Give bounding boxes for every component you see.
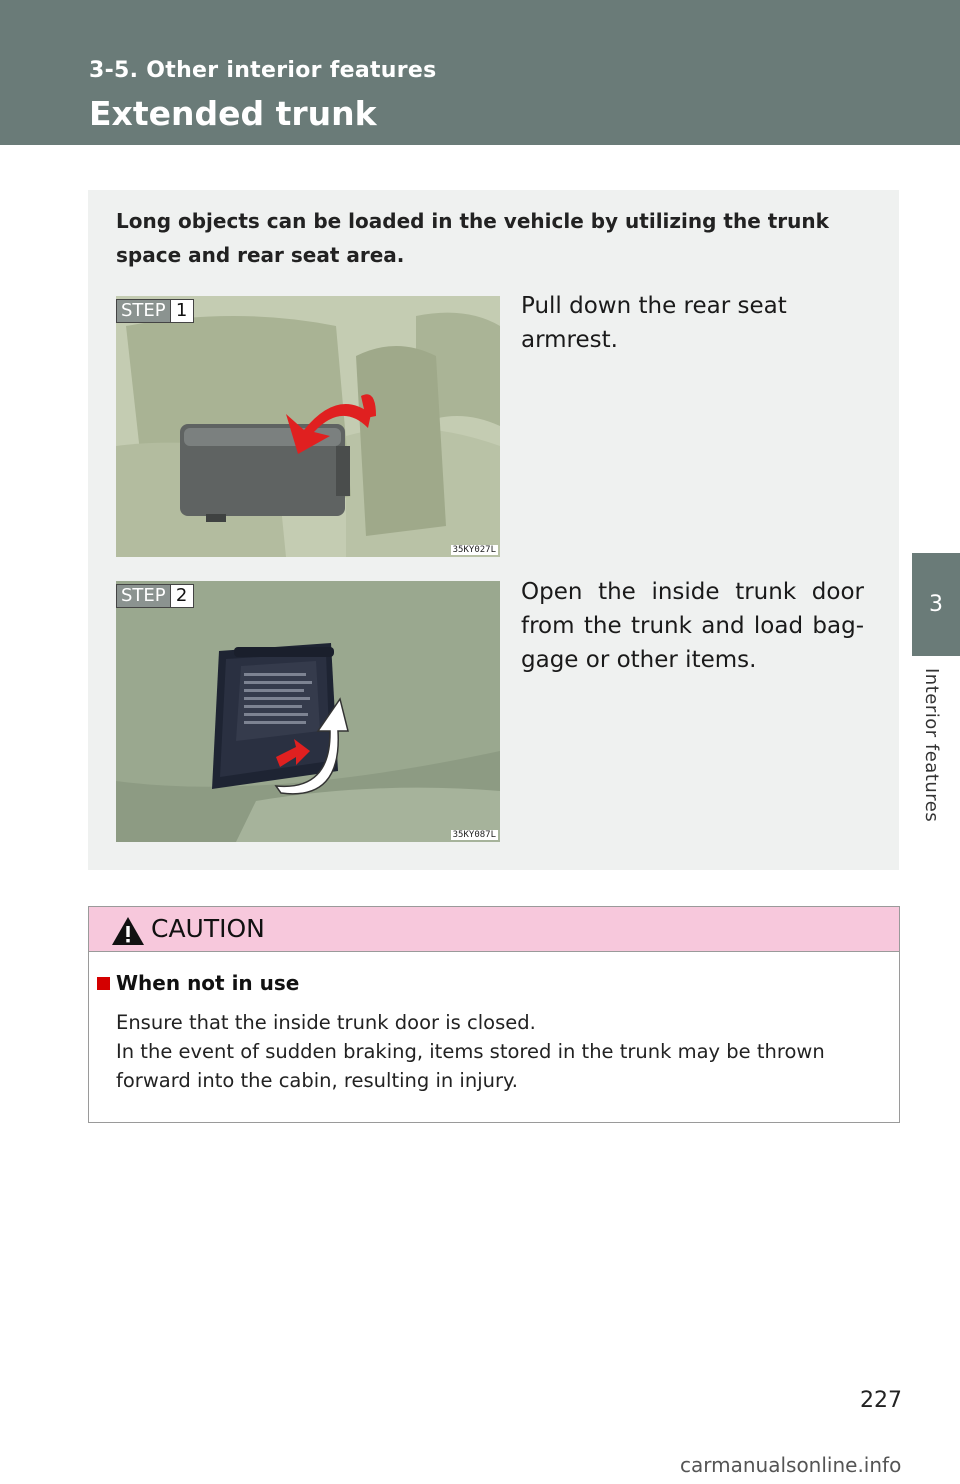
trunk-image: [116, 581, 500, 842]
step-number: 2: [170, 585, 193, 607]
step-number: 1: [170, 300, 193, 322]
page-title: Extended trunk: [89, 94, 377, 133]
image-code: 35KY087L: [452, 830, 496, 840]
caution-box: [88, 906, 900, 1123]
chapter-number: 3: [929, 592, 943, 617]
watermark: carmanualsonline.info: [680, 1453, 902, 1477]
caution-subheading: [97, 971, 299, 995]
section-label: 3-5. Other interior features: [89, 58, 437, 83]
chapter-tab[interactable]: [912, 553, 960, 656]
square-bullet-icon: [97, 977, 110, 990]
caution-header: [89, 907, 899, 952]
warning-icon: [111, 916, 145, 946]
step-2-text: Open the inside trunk door from the trunk and load bag-gage or other items.: [521, 579, 864, 673]
trunk-door-illustration: [116, 581, 500, 842]
caution-body: [116, 1008, 896, 1095]
chapter-label: Interior features: [921, 668, 942, 823]
step-badge-2: [116, 584, 194, 608]
image-code: 35KY027L: [452, 545, 496, 555]
step-1-text: Pull down the rear seat armrest.: [521, 293, 787, 353]
step-word: STEP: [117, 585, 170, 607]
step-word: STEP: [117, 300, 170, 322]
step-badge-1: [116, 299, 194, 323]
page-header: [0, 0, 960, 145]
caution-line: Ensure that the inside trunk door is closed.: [116, 1011, 536, 1034]
page-number: 227: [860, 1388, 902, 1413]
caution-line: In the event of sudden braking, items stored in the trunk may be thrown forward into the cabin, resulting in injury.: [116, 1040, 825, 1092]
caution-subheading-text: When not in use: [116, 971, 300, 995]
caution-title: CAUTION: [151, 914, 265, 943]
intro-text: Long objects can be loaded in the vehicle by utilizing the trunk space and rear seat area.: [116, 209, 829, 267]
rear-seat-image: [116, 296, 500, 557]
armrest-illustration: [116, 296, 500, 557]
